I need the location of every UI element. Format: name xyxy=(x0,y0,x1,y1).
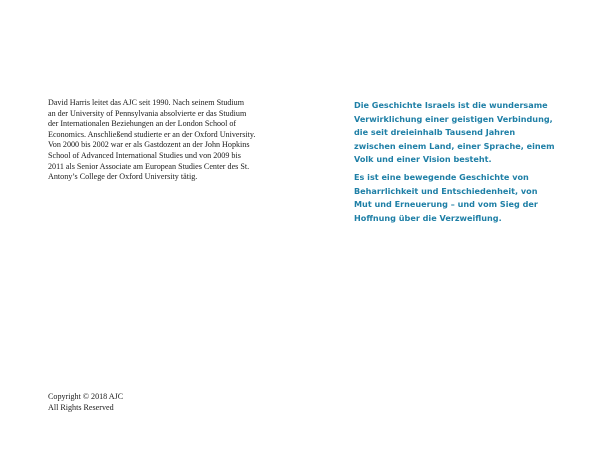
bio-line: Economics. Anschließend studierte er an der Oxford University. xyxy=(48,129,256,139)
quote-line: Verwirklichung einer geistigen Verbindung, xyxy=(354,113,553,124)
rights-line: All Rights Reserved xyxy=(48,402,114,412)
bio-line: Von 2000 bis 2002 war er als Gastdozent an der John Hopkins xyxy=(48,140,250,150)
copyright-line: Copyright © 2018 AJC xyxy=(48,392,124,401)
bio-line: 2011 als Senior Associate am European Studies Center des St. xyxy=(48,161,250,171)
author-bio xyxy=(48,98,280,183)
quote-line: Beharrlichkeit und Entschiedenheit, von xyxy=(354,185,538,196)
intro-quote-paragraph-2 xyxy=(354,171,594,225)
bio-line: an der University of Pennsylvania absolvierte er das Studium xyxy=(48,108,247,118)
quote-line: die seit dreieinhalb Tausend Jahren xyxy=(354,127,516,138)
quote-line: Mut und Erneuerung – und vom Sieg der xyxy=(354,199,538,210)
quote-line: Es ist eine bewegende Geschichte von xyxy=(354,172,529,182)
bio-line: der Internationalen Beziehungen an der London School of xyxy=(48,119,237,129)
quote-line: Die Geschichte Israels ist die wundersame xyxy=(354,100,548,110)
intro-quote-paragraph-1 xyxy=(354,99,594,167)
quote-line: Hoffnung über die Verzweiflung. xyxy=(354,212,502,223)
copyright-notice xyxy=(48,392,123,413)
bio-line: Antony’s College der Oxford University tätig. xyxy=(48,172,198,182)
bio-line: School of Advanced International Studies und von 2009 bis xyxy=(48,150,241,160)
bio-line: David Harris leitet das AJC seit 1990. Nach seinem Studium xyxy=(48,98,245,107)
quote-line: zwischen einem Land, einer Sprache, einem xyxy=(354,140,555,151)
quote-line: Volk und einer Vision besteht. xyxy=(354,154,492,165)
